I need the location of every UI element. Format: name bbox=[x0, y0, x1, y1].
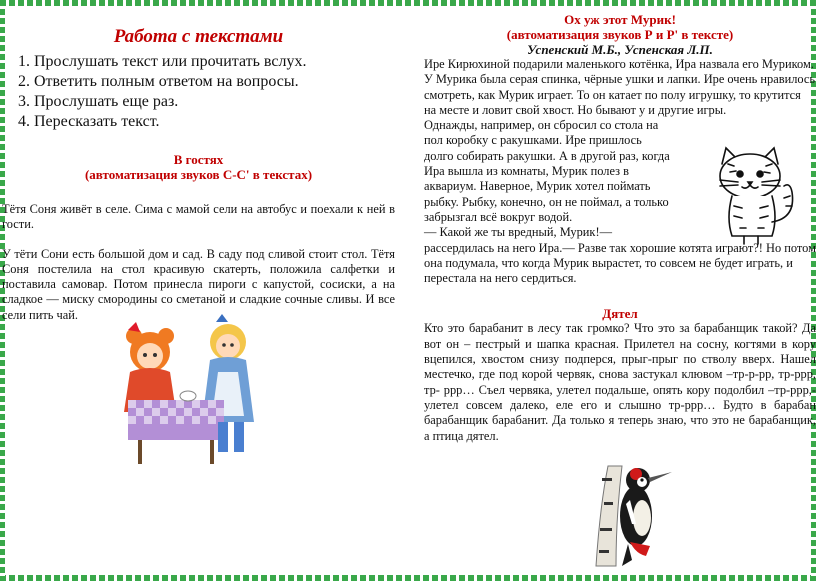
story-line: забрызгал всё вокруг водой. bbox=[424, 209, 573, 224]
story-title: Ох уж этот Мурик! bbox=[564, 12, 676, 27]
decorative-border-bottom bbox=[0, 575, 816, 581]
story-paragraph: Тётя Соня живёт в селе. Сима с мамой сели на автобус и поехали к ней в гости. bbox=[2, 202, 395, 232]
left-column bbox=[2, 12, 395, 323]
cat-illustration bbox=[700, 142, 800, 246]
story-title: В гостях bbox=[173, 152, 224, 167]
girls-tea-party-illustration bbox=[118, 312, 258, 467]
story-line: аквариум. Наверное, Мурик хотел поймать bbox=[424, 179, 651, 194]
task-item: 4. Пересказать текст. bbox=[18, 113, 160, 130]
story-title: Дятел bbox=[602, 306, 638, 322]
task-item: 2. Ответить полным ответом на вопросы. bbox=[18, 73, 299, 90]
story-line: Ира вышла из комнаты, Мурик полез в bbox=[424, 164, 629, 179]
task-item: 3. Прослушать еще раз. bbox=[18, 93, 179, 110]
story-line: пол коробку с ракушками. Ире пришлось bbox=[424, 133, 642, 148]
story-line: долго собирать ракушки. А в другой раз, когда bbox=[424, 148, 670, 163]
story-line: Однажды, например, он сбросил со стола на bbox=[424, 118, 659, 133]
task-item: 1. Прослушать текст или прочитать вслух. bbox=[18, 53, 307, 70]
story-line: — Какой же ты вредный, Мурик!— bbox=[424, 225, 612, 240]
task-list bbox=[2, 52, 395, 132]
story-paragraph: Ире Кирюхиной подарили маленького котёнка, Ира назвала его Муриком. У Мурика была серая спинка, чёрные ушки и лапки. Ире очень нравилось смотреть, как Мурик играет. То он катает по полу игрушку, то крутится на месте и ловит свой хвост. Но бывают у и другие игры. bbox=[424, 57, 816, 117]
story-subtitle: (автоматизация звуков Р и Р' в тексте) bbox=[506, 27, 734, 42]
story-paragraph: Кто это барабанит в лесу так громко? Что это за барабанщик такой? Да вот он – пестрый и шапка красная. Прилетел на сосну, когтями в кору вцепился, хвостом снизу подперся, прыг-прыг по стволу вверх. Нашел местечко, где под корой червяк, снова застукал клювом –тр-р-рр, тр-ррр, тр- ррр… Съел червяка, улетел подальше, опять кору подолбил –тр-ррр,-улетел совсем далеко, еле его и слышно тр-ррр… Будто в барабан барабанщик барабанит. Да только я теперь знаю, что это не барабанщик, а птица дятел. bbox=[424, 321, 816, 443]
story-authors: Успенский М.Б., Успенская Л.П. bbox=[527, 42, 713, 57]
decorative-border-top bbox=[0, 0, 816, 6]
woodpecker-illustration bbox=[590, 458, 680, 568]
story-subtitle: (автоматизация звуков С-С' в текстах) bbox=[84, 167, 313, 182]
story-paragraph: У тёти Сони есть большой дом и сад. В саду под сливой стоит стол. Тётя Соня постелила на стол красивую скатерть, положила салфетки и поставила самовар. Потом принесла пироги с капустой, сосиски, а на сладкое — миску смородины со сметаной и сладкие сочные сливы. И все сели пить чай. bbox=[2, 246, 395, 322]
story-line: рыбку. Рыбку, конечно, он не поймал, а только bbox=[424, 194, 669, 209]
page-title: Работа с текстами bbox=[113, 26, 284, 47]
story-paragraph: рассердилась на него Ира.— Разве так хорошие котята играют?! Но потом она подумала, что когда Мурик вырастет, то совсем не будет играть, и перестала на него сердиться. bbox=[424, 240, 816, 286]
